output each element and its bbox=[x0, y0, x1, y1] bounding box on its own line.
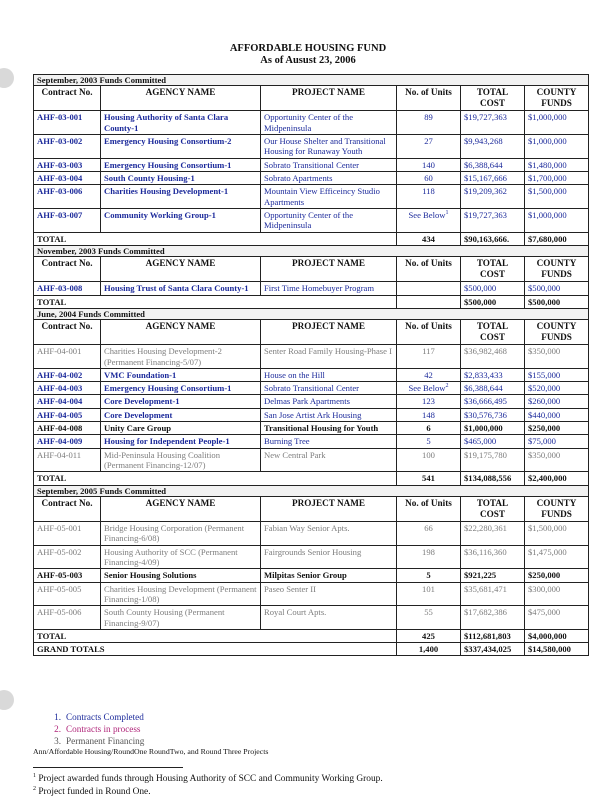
grand-total-funds: $14,580,000 bbox=[525, 643, 589, 656]
agency-name: Core Development-1 bbox=[101, 395, 261, 408]
total-cost-header: TOTAL COST bbox=[461, 86, 525, 111]
project-name: Burning Tree bbox=[261, 435, 397, 448]
contract-no: AHF-04-001 bbox=[34, 345, 101, 369]
total-cost: $35,681,471 bbox=[461, 582, 525, 606]
total-cost: $2,833,433 bbox=[461, 368, 525, 381]
units-value: 118 bbox=[422, 186, 435, 197]
agency-name: Core Development bbox=[101, 408, 261, 421]
agency-name: Bridge Housing Corporation (Permanent Financing-6/08) bbox=[101, 522, 261, 546]
project-name: Senter Road Family Housing-Phase I bbox=[261, 345, 397, 369]
agency-name: Housing Authority of SCC (Permanent Financing-4/09) bbox=[101, 545, 261, 569]
table-row bbox=[34, 208, 589, 232]
project-name: Delmas Park Apartments bbox=[261, 395, 397, 408]
county-funds: $500,000 bbox=[525, 282, 589, 295]
legend-text: Contracts Completed bbox=[66, 712, 144, 722]
contract-no: AHF-03-004 bbox=[34, 171, 101, 184]
units bbox=[397, 545, 461, 569]
units-value: 140 bbox=[422, 159, 435, 170]
agency-name: Unity Care Group bbox=[101, 422, 261, 435]
total-label: TOTAL bbox=[34, 232, 397, 245]
contract-no: AHF-04-004 bbox=[34, 395, 101, 408]
footnote-1: $^1$ Project awarded funds through Housing Authority of SCC and Community Working Group. bbox=[33, 773, 383, 785]
units bbox=[397, 435, 461, 448]
units-header: No. of Units bbox=[397, 257, 461, 282]
table-row bbox=[34, 111, 589, 135]
project-name: New Central Park bbox=[261, 448, 397, 472]
units-value: 5 bbox=[426, 436, 431, 447]
total-cost: $36,116,360 bbox=[461, 545, 525, 569]
units bbox=[397, 395, 461, 408]
contract-no: AHF-04-003 bbox=[34, 382, 101, 395]
legend-text: Contracts in process bbox=[66, 724, 141, 734]
units bbox=[397, 422, 461, 435]
county-funds: $1,700,000 bbox=[525, 171, 589, 184]
units bbox=[397, 368, 461, 381]
document-subtitle: As of Ausust 23, 2006 bbox=[260, 55, 356, 66]
contract-no-header: Contract No. bbox=[34, 257, 101, 282]
units bbox=[397, 171, 461, 184]
section-header-row bbox=[34, 245, 589, 256]
units bbox=[397, 582, 461, 606]
grand-total-row bbox=[34, 643, 589, 656]
section-total-row bbox=[34, 472, 589, 485]
total-cost: $19,175,780 bbox=[461, 448, 525, 472]
total-cost-header: TOTAL COST bbox=[461, 257, 525, 282]
county-funds: $300,000 bbox=[525, 582, 589, 606]
project-name: Sobrato Apartments bbox=[261, 171, 397, 184]
county-funds: $260,000 bbox=[525, 395, 589, 408]
units-value: 148 bbox=[422, 409, 435, 420]
grand-total-units: 1,400 bbox=[397, 643, 461, 656]
county-funds: $75,000 bbox=[525, 435, 589, 448]
total-cost: $17,682,386 bbox=[461, 606, 525, 630]
agency-name: Charities Housing Development-2 (Permanent Financing-5/07) bbox=[101, 345, 261, 369]
contract-no-header: Contract No. bbox=[34, 496, 101, 521]
section-total-row bbox=[34, 629, 589, 642]
units bbox=[397, 111, 461, 135]
county-funds: $1,480,000 bbox=[525, 158, 589, 171]
project-name-header: PROJECT NAME bbox=[261, 496, 397, 521]
total-label: TOTAL bbox=[34, 629, 397, 642]
total-cost: $19,727,363 bbox=[461, 208, 525, 232]
contract-no: AHF-03-006 bbox=[34, 185, 101, 209]
county-funds: $1,000,000 bbox=[525, 208, 589, 232]
table-row bbox=[34, 282, 589, 295]
fund-table bbox=[33, 74, 589, 656]
units-value: 55 bbox=[424, 607, 433, 618]
footnote-rule bbox=[33, 767, 183, 768]
agency-name: Charities Housing Development (Permanent Financing-1/08) bbox=[101, 582, 261, 606]
county-funds-header: COUNTY FUNDS bbox=[525, 257, 589, 282]
project-name: House on the Hill bbox=[261, 368, 397, 381]
agency-name: Senior Housing Solutions bbox=[101, 569, 261, 582]
units bbox=[397, 158, 461, 171]
legend-number: 1. bbox=[54, 712, 61, 722]
units bbox=[397, 448, 461, 472]
legend-item bbox=[45, 712, 144, 722]
total-cost: $19,727,363 bbox=[461, 111, 525, 135]
legend-item bbox=[45, 736, 144, 746]
contract-no: AHF-04-008 bbox=[34, 422, 101, 435]
total-cost-header: TOTAL COST bbox=[461, 496, 525, 521]
total-cost: $19,209,362 bbox=[461, 185, 525, 209]
total-cost: $465,000 bbox=[461, 435, 525, 448]
total-cost: $36,666,495 bbox=[461, 395, 525, 408]
table-row bbox=[34, 408, 589, 421]
agency-name: Mid-Peninsula Housing Coalition (Permanent Financing-12/07) bbox=[101, 448, 261, 472]
total-cost: $112,681,803 bbox=[461, 629, 525, 642]
contract-no: AHF-03-002 bbox=[34, 135, 101, 159]
agency-name: Emergency Housing Consortium-1 bbox=[101, 158, 261, 171]
project-name: Transitional Housing for Youth bbox=[261, 422, 397, 435]
county-funds: $1,000,000 bbox=[525, 135, 589, 159]
units bbox=[397, 522, 461, 546]
agency-name: VMC Foundation-1 bbox=[101, 368, 261, 381]
project-name: Milpitas Senior Group bbox=[261, 569, 397, 582]
contract-no-header: Contract No. bbox=[34, 320, 101, 345]
section-header-row bbox=[34, 75, 589, 86]
total-units: 541 bbox=[397, 472, 461, 485]
county-funds: $475,000 bbox=[525, 606, 589, 630]
units bbox=[397, 208, 461, 232]
grand-total-cost: $337,434,025 bbox=[461, 643, 525, 656]
units-value: See Below bbox=[408, 383, 446, 394]
project-name: Our House Shelter and Transitional Housing for Runaway Youth bbox=[261, 135, 397, 159]
agency-name: Charities Housing Development-1 bbox=[101, 185, 261, 209]
units-header: No. of Units bbox=[397, 496, 461, 521]
project-name: Sobrato Transitional Center bbox=[261, 382, 397, 395]
total-funds: $500,000 bbox=[525, 295, 589, 308]
section-header-row bbox=[34, 485, 589, 496]
footnote-marker: 2 bbox=[445, 383, 449, 390]
project-name: Mountain View Efficeincy Studio Apartments bbox=[261, 185, 397, 209]
contract-no: AHF-03-008 bbox=[34, 282, 101, 295]
agency-name-header: AGENCY NAME bbox=[101, 86, 261, 111]
table-row bbox=[34, 382, 589, 395]
units-value: 42 bbox=[424, 369, 433, 380]
units-value: 117 bbox=[422, 346, 435, 357]
table-row bbox=[34, 606, 589, 630]
total-cost: $90,163,666. bbox=[461, 232, 525, 245]
table-row bbox=[34, 545, 589, 569]
agency-name-header: AGENCY NAME bbox=[101, 320, 261, 345]
project-name-header: PROJECT NAME bbox=[261, 320, 397, 345]
agency-name: Housing Authority of Santa Clara County-1 bbox=[101, 111, 261, 135]
contract-no: AHF-04-002 bbox=[34, 368, 101, 381]
project-name: Fairgrounds Senior Housing bbox=[261, 545, 397, 569]
legend-item bbox=[45, 724, 141, 734]
agency-name: Emergency Housing Consortium-1 bbox=[101, 382, 261, 395]
agency-name: Emergency Housing Consortium-2 bbox=[101, 135, 261, 159]
section-title: June, 2004 Funds Committed bbox=[34, 308, 589, 319]
project-name: Sobrato Transitional Center bbox=[261, 158, 397, 171]
total-units: 425 bbox=[397, 629, 461, 642]
units-value: 6 bbox=[426, 423, 431, 434]
units-header: No. of Units bbox=[397, 320, 461, 345]
section-total-row bbox=[34, 295, 589, 308]
table-row bbox=[34, 368, 589, 381]
file-path: Ann/Affordable Housing/RoundOne RoundTwo, and Round Three Projects bbox=[33, 747, 269, 756]
column-header-row bbox=[34, 496, 589, 521]
legend-number: 3. bbox=[54, 736, 61, 746]
table-row bbox=[34, 422, 589, 435]
total-cost: $36,982,468 bbox=[461, 345, 525, 369]
project-name: Opportunity Center of the Midpeninsula bbox=[261, 111, 397, 135]
contract-no: AHF-04-011 bbox=[34, 448, 101, 472]
contract-no: AHF-05-003 bbox=[34, 569, 101, 582]
total-units: 434 bbox=[397, 232, 461, 245]
units-value: See Below bbox=[408, 209, 446, 220]
total-cost: $22,280,361 bbox=[461, 522, 525, 546]
units-value: 123 bbox=[422, 396, 435, 407]
total-cost: $30,576,736 bbox=[461, 408, 525, 421]
table-row bbox=[34, 582, 589, 606]
table-row bbox=[34, 395, 589, 408]
contract-no: AHF-05-002 bbox=[34, 545, 101, 569]
units-value: 5 bbox=[426, 570, 431, 581]
units-value: 66 bbox=[424, 523, 433, 533]
project-name: First Time Homebuyer Program bbox=[261, 282, 397, 295]
punch-hole-top bbox=[0, 68, 14, 88]
section-title: September, 2003 Funds Committed bbox=[34, 75, 589, 86]
total-funds: $2,400,000 bbox=[525, 472, 589, 485]
section-total-row bbox=[34, 232, 589, 245]
agency-name-header: AGENCY NAME bbox=[101, 257, 261, 282]
punch-hole-bottom bbox=[0, 690, 14, 710]
project-name: Paseo Senter II bbox=[261, 582, 397, 606]
county-funds: $1,475,000 bbox=[525, 545, 589, 569]
total-cost: $1,000,000 bbox=[461, 422, 525, 435]
table-row bbox=[34, 171, 589, 184]
table-row bbox=[34, 448, 589, 472]
table-row bbox=[34, 569, 589, 582]
contract-no: AHF-05-006 bbox=[34, 606, 101, 630]
agency-name: South County Housing (Permanent Financing-9/07) bbox=[101, 606, 261, 630]
total-cost: $9,943,268 bbox=[461, 135, 525, 159]
county-funds: $1,000,000 bbox=[525, 111, 589, 135]
footnote-2: $^2$ Project funded in Round One. bbox=[33, 786, 151, 798]
document-title: AFFORDABLE HOUSING FUND bbox=[229, 43, 387, 54]
units bbox=[397, 135, 461, 159]
units bbox=[397, 345, 461, 369]
county-funds: $155,000 bbox=[525, 368, 589, 381]
county-funds: $350,000 bbox=[525, 345, 589, 369]
units bbox=[397, 282, 461, 295]
section-title: November, 2003 Funds Committed bbox=[34, 245, 589, 256]
agency-name: South County Housing-1 bbox=[101, 171, 261, 184]
total-cost: $6,388,644 bbox=[461, 382, 525, 395]
county-funds: $520,000 bbox=[525, 382, 589, 395]
county-funds: $250,000 bbox=[525, 422, 589, 435]
contract-no: AHF-05-005 bbox=[34, 582, 101, 606]
project-name-header: PROJECT NAME bbox=[261, 86, 397, 111]
table-row bbox=[34, 158, 589, 171]
total-label: TOTAL bbox=[34, 295, 397, 308]
legend-text: Permanent Financing bbox=[66, 736, 145, 746]
total-label: TOTAL bbox=[34, 472, 397, 485]
units bbox=[397, 569, 461, 582]
units-value: 27 bbox=[424, 136, 433, 146]
units-value: 101 bbox=[422, 583, 435, 594]
county-funds: $350,000 bbox=[525, 448, 589, 472]
grand-total-label: GRAND TOTALS bbox=[34, 643, 397, 656]
agency-name: Community Working Group-1 bbox=[101, 208, 261, 232]
contract-no: AHF-04-005 bbox=[34, 408, 101, 421]
units bbox=[397, 185, 461, 209]
total-cost: $500,000 bbox=[461, 295, 525, 308]
agency-name: Housing Trust of Santa Clara County-1 bbox=[101, 282, 261, 295]
agency-name: Housing for Independent People-1 bbox=[101, 435, 261, 448]
section-title: September, 2005 Funds Committed bbox=[34, 485, 589, 496]
contract-no: AHF-03-003 bbox=[34, 158, 101, 171]
total-cost: $15,167,666 bbox=[461, 171, 525, 184]
project-name: Opportunity Center of the Midpeninsula bbox=[261, 208, 397, 232]
project-name-header: PROJECT NAME bbox=[261, 257, 397, 282]
total-units bbox=[397, 295, 461, 308]
units bbox=[397, 606, 461, 630]
total-cost: $134,088,556 bbox=[461, 472, 525, 485]
total-funds: $7,680,000 bbox=[525, 232, 589, 245]
units-value: 60 bbox=[424, 172, 433, 183]
contract-no: AHF-03-007 bbox=[34, 208, 101, 232]
total-cost-header: TOTAL COST bbox=[461, 320, 525, 345]
contract-no: AHF-03-001 bbox=[34, 111, 101, 135]
total-cost: $500,000 bbox=[461, 282, 525, 295]
county-funds-header: COUNTY FUNDS bbox=[525, 320, 589, 345]
county-funds-header: COUNTY FUNDS bbox=[525, 496, 589, 521]
footnote-marker: 1 bbox=[445, 210, 449, 217]
table-row bbox=[34, 135, 589, 159]
project-name: Fabian Way Senior Apts. bbox=[261, 522, 397, 546]
total-funds: $4,000,000 bbox=[525, 629, 589, 642]
units bbox=[397, 408, 461, 421]
total-cost: $921,225 bbox=[461, 569, 525, 582]
county-funds: $1,500,000 bbox=[525, 522, 589, 546]
units bbox=[397, 382, 461, 395]
county-funds-header: COUNTY FUNDS bbox=[525, 86, 589, 111]
units-header: No. of Units bbox=[397, 86, 461, 111]
county-funds: $250,000 bbox=[525, 569, 589, 582]
section-header-row bbox=[34, 308, 589, 319]
table-row bbox=[34, 185, 589, 209]
units-value: 89 bbox=[424, 112, 433, 123]
table-row bbox=[34, 345, 589, 369]
agency-name-header: AGENCY NAME bbox=[101, 496, 261, 521]
contract-no-header: Contract No. bbox=[34, 86, 101, 111]
table-row bbox=[34, 435, 589, 448]
project-name: San Jose Artist Ark Housing bbox=[261, 408, 397, 421]
units-value: 198 bbox=[422, 546, 435, 557]
contract-no: AHF-04-009 bbox=[34, 435, 101, 448]
units-value: 100 bbox=[422, 449, 435, 460]
legend-number: 2. bbox=[54, 724, 61, 734]
county-funds: $440,000 bbox=[525, 408, 589, 421]
total-cost: $6,388,644 bbox=[461, 158, 525, 171]
column-header-row bbox=[34, 257, 589, 282]
county-funds: $1,500,000 bbox=[525, 185, 589, 209]
contract-no: AHF-05-001 bbox=[34, 522, 101, 546]
column-header-row bbox=[34, 86, 589, 111]
project-name: Royal Court Apts. bbox=[261, 606, 397, 630]
table-row bbox=[34, 522, 589, 546]
column-header-row bbox=[34, 320, 589, 345]
